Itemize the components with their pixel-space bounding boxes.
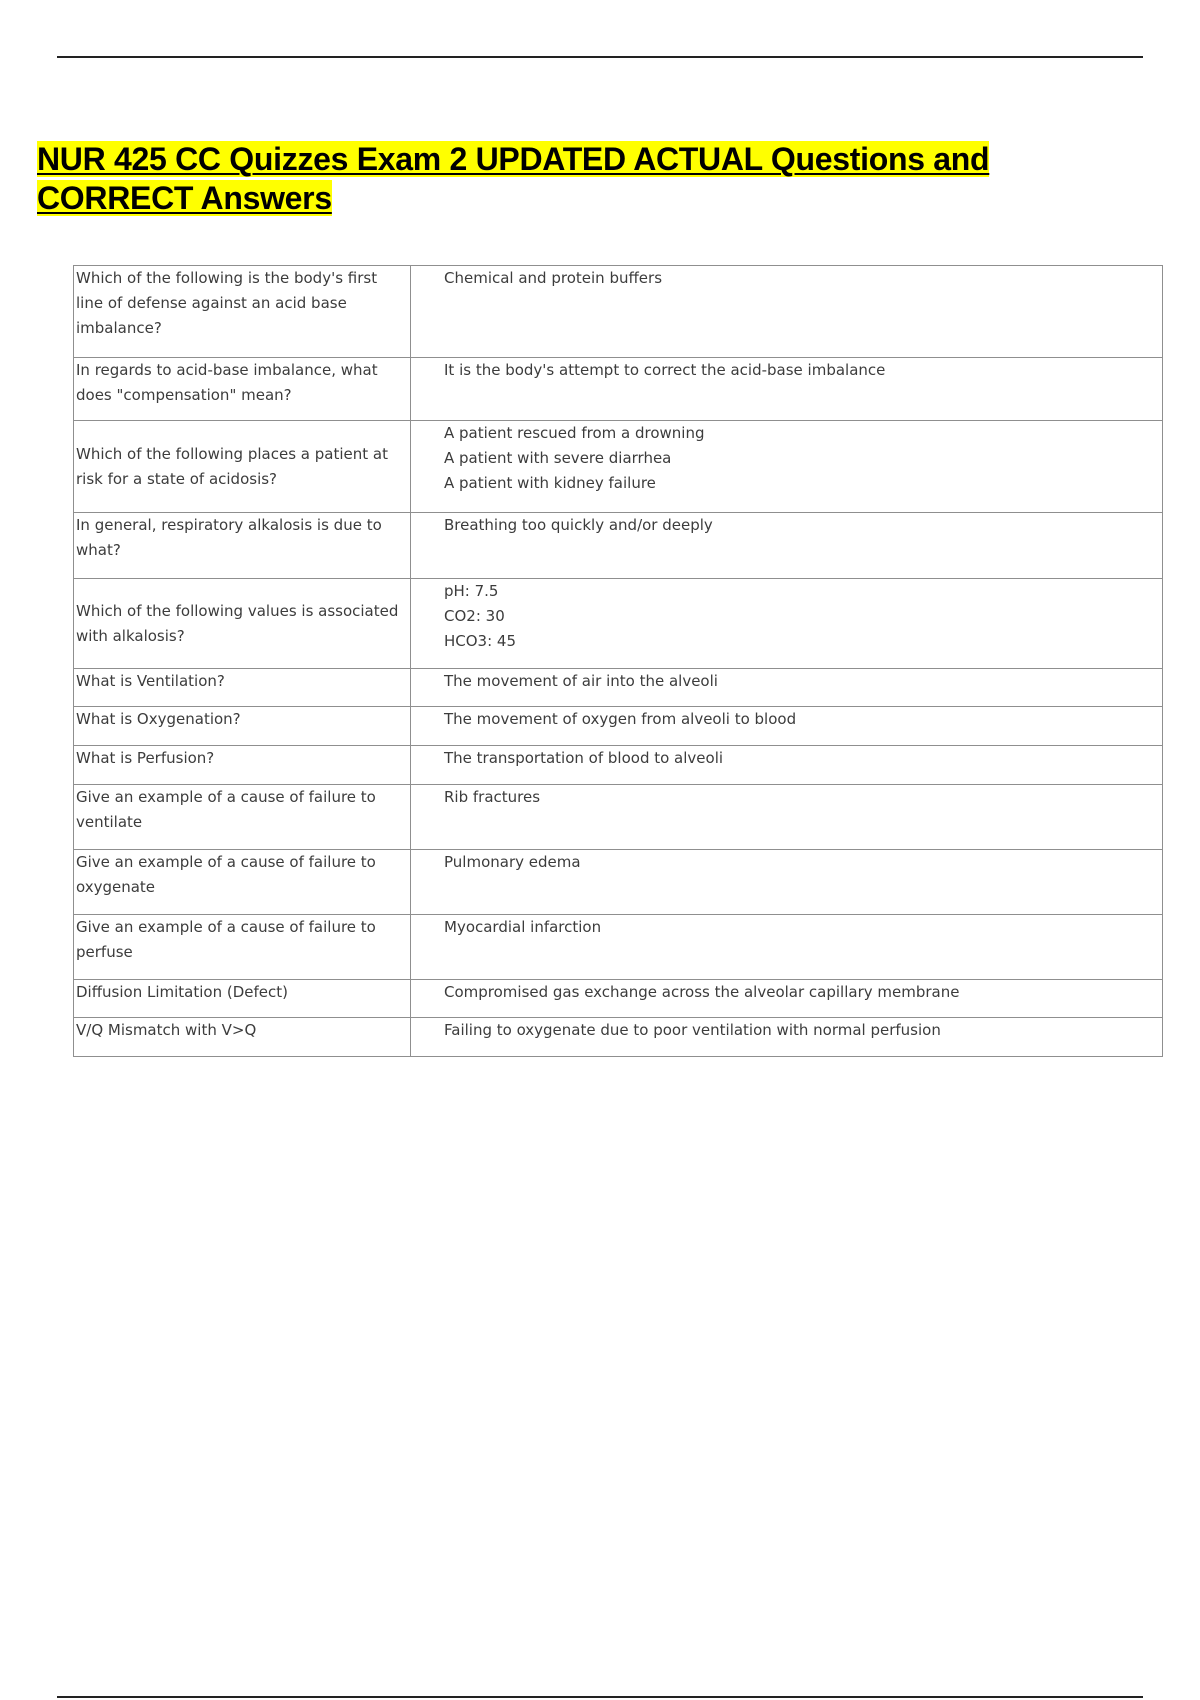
- question-cell: Which of the following is the body's first line of defense against an acid base imbalance?: [74, 266, 411, 358]
- answer-cell: Chemical and protein buffers: [411, 266, 1163, 358]
- answer-cell: Rib fractures: [411, 785, 1163, 850]
- table-row: [74, 980, 1163, 1018]
- answer-cell: The movement of oxygen from alveoli to blood: [411, 707, 1163, 746]
- table-row: [74, 850, 1163, 915]
- answer-cell: pH: 7.5 CO2: 30 HCO3: 45: [411, 579, 1163, 669]
- table-row: [74, 746, 1163, 785]
- table-row: [74, 669, 1163, 707]
- question-cell: Diffusion Limitation (Defect): [74, 980, 411, 1018]
- question-cell: V/Q Mismatch with V>Q: [74, 1018, 411, 1057]
- table-row: [74, 1018, 1163, 1057]
- table-row: [74, 915, 1163, 980]
- document-title: NUR 425 CC Quizzes Exam 2 UPDATED ACTUAL Questions and CORRECT Answers: [37, 141, 990, 216]
- question-cell: Give an example of a cause of failure to oxygenate: [74, 850, 411, 915]
- answer-cell: Failing to oxygenate due to poor ventilation with normal perfusion: [411, 1018, 1163, 1057]
- answer-cell: The movement of air into the alveoli: [411, 669, 1163, 707]
- answer-cell: Pulmonary edema: [411, 850, 1163, 915]
- answer-cell: A patient rescued from a drowning A patient with severe diarrhea A patient with kidney failure: [411, 421, 1163, 513]
- table-row: [74, 421, 1163, 513]
- question-cell: What is Perfusion?: [74, 746, 411, 785]
- table-row: [74, 513, 1163, 579]
- question-cell: What is Ventilation?: [74, 669, 411, 707]
- question-cell: Give an example of a cause of failure to perfuse: [74, 915, 411, 980]
- question-cell: What is Oxygenation?: [74, 707, 411, 746]
- table-row: [74, 707, 1163, 746]
- question-cell: Which of the following values is associated with alkalosis?: [74, 579, 411, 669]
- qa-table: [73, 265, 1163, 1057]
- table-row: [74, 358, 1163, 421]
- question-cell: Give an example of a cause of failure to ventilate: [74, 785, 411, 850]
- answer-cell: Myocardial infarction: [411, 915, 1163, 980]
- answer-cell: The transportation of blood to alveoli: [411, 746, 1163, 785]
- question-cell: Which of the following places a patient at risk for a state of acidosis?: [74, 421, 411, 513]
- table-row: [74, 266, 1163, 358]
- table-row: [74, 579, 1163, 669]
- table-row: [74, 785, 1163, 850]
- answer-cell: Breathing too quickly and/or deeply: [411, 513, 1163, 579]
- answer-cell: Compromised gas exchange across the alveolar capillary membrane: [411, 980, 1163, 1018]
- bottom-rule: [57, 1696, 1143, 1698]
- question-cell: In regards to acid-base imbalance, what does "compensation" mean?: [74, 358, 411, 421]
- top-rule: [57, 56, 1143, 58]
- answer-cell: It is the body's attempt to correct the acid-base imbalance: [411, 358, 1163, 421]
- question-cell: In general, respiratory alkalosis is due to what?: [74, 513, 411, 579]
